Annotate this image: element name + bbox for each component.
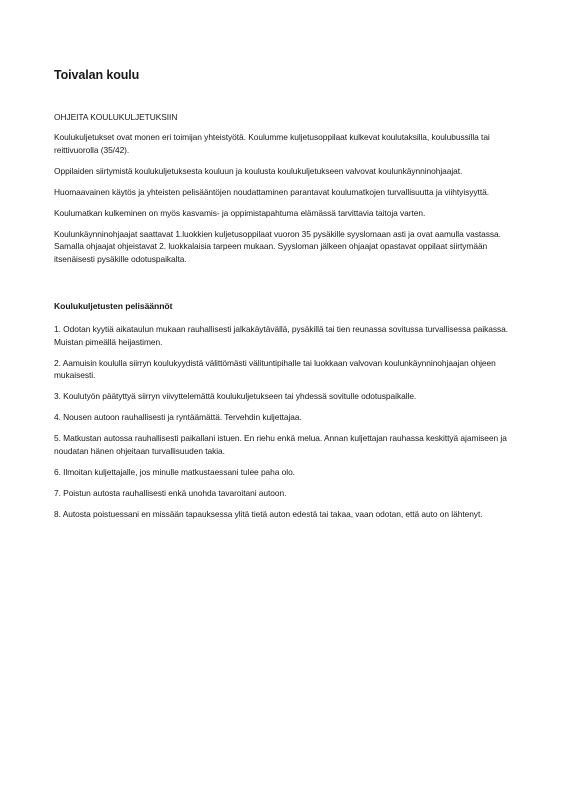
intro-paragraph: Koulumatkan kulkeminen on myös kasvamis- ja oppimistapahtuma elämässä tarvittavia taitoja varten.	[54, 207, 426, 218]
rule-item: 7. Poistun autosta rauhallisesti enkä unohda tavaroitani autoon.	[54, 488, 287, 498]
intro-paragraph: Koulukuljetukset ovat monen eri toimijan yhteistyötä. Koulumme kuljetusoppilaat kulkevat koulutaksilla, koulubussilla tai reittivuorolla (35/42).	[54, 132, 490, 155]
rules-list	[54, 323, 516, 520]
rules-heading: Koulukuljetusten pelisäännöt	[54, 301, 173, 312]
rule-item: 6. Ilmoitan kuljettajalle, jos minulle matkustaessani tulee paha olo.	[54, 467, 295, 478]
intro-paragraph: Oppilaiden siirtymistä koulukuljetuksesta kouluun ja koulusta koulukuljetukseen valvovat koulunkäynninohjaajat.	[54, 165, 463, 176]
rule-item: 8. Autosta poistuessani en missään tapauksessa ylitä tietä auton edestä tai takaa, vaan odotan, että auto on lähtenyt.	[54, 508, 483, 519]
instructions-heading: OHJEITA KOULUKULJETUKSIIN	[54, 112, 178, 122]
rule-item: 2. Aamuisin koululla siirryn koulukyydistä välittömästi välituntipihalle tai luokkaan valvovan koulunkäynninohjaajan ohjeen mukaisesti.	[54, 357, 496, 381]
rule-item: 4. Nousen autoon rauhallisesti ja ryntäämättä. Tervehdin kuljettajaa.	[54, 412, 302, 423]
intro-paragraph: Huomaavainen käytös ja yhteisten pelisääntöjen noudattaminen parantavat koulumatkojen turvallisuutta ja viihtyisyyttä.	[54, 186, 489, 197]
intro-paragraph: Koulunkäynninohjaajat saattavat 1.luokkien kuljetusoppilaat vuoron 35 pysäkille syyslomaan asti ja ovat aamulla vastassa. Samalla ohjaajat ohjeistavat 2. luokkalaisia tarpeen mukaan. Syysloman jälkeen ohjaajat opastavat oppilaat siirtymään itsenäisesti pysäkille odotuspaikalta.	[54, 228, 501, 264]
rule-item: 5. Matkustan autossa rauhallisesti paikallani istuen. En riehu enkä melua. Annan kuljettajan rauhassa keskittyä ajamiseen ja noudatan hänen ohjeitaan turvallisuuden takia.	[54, 433, 507, 457]
rule-item: 3. Koulutyön päätyttyä siirryn viivyttelemättä koulukuljetukseen tai yhdessä sovitulle odotuspaikalle.	[54, 391, 417, 402]
rule-item: 1. Odotan kyytiä aikataulun mukaan rauhallisesti jalkakäytävällä, pysäkillä tai tien reunassa sovitussa turvallisessa paikassa. Muistan pimeällä heijastimen.	[54, 324, 509, 347]
intro-section	[54, 131, 516, 265]
document-content	[54, 68, 516, 529]
page-title: Toivalan koulu	[54, 68, 140, 82]
